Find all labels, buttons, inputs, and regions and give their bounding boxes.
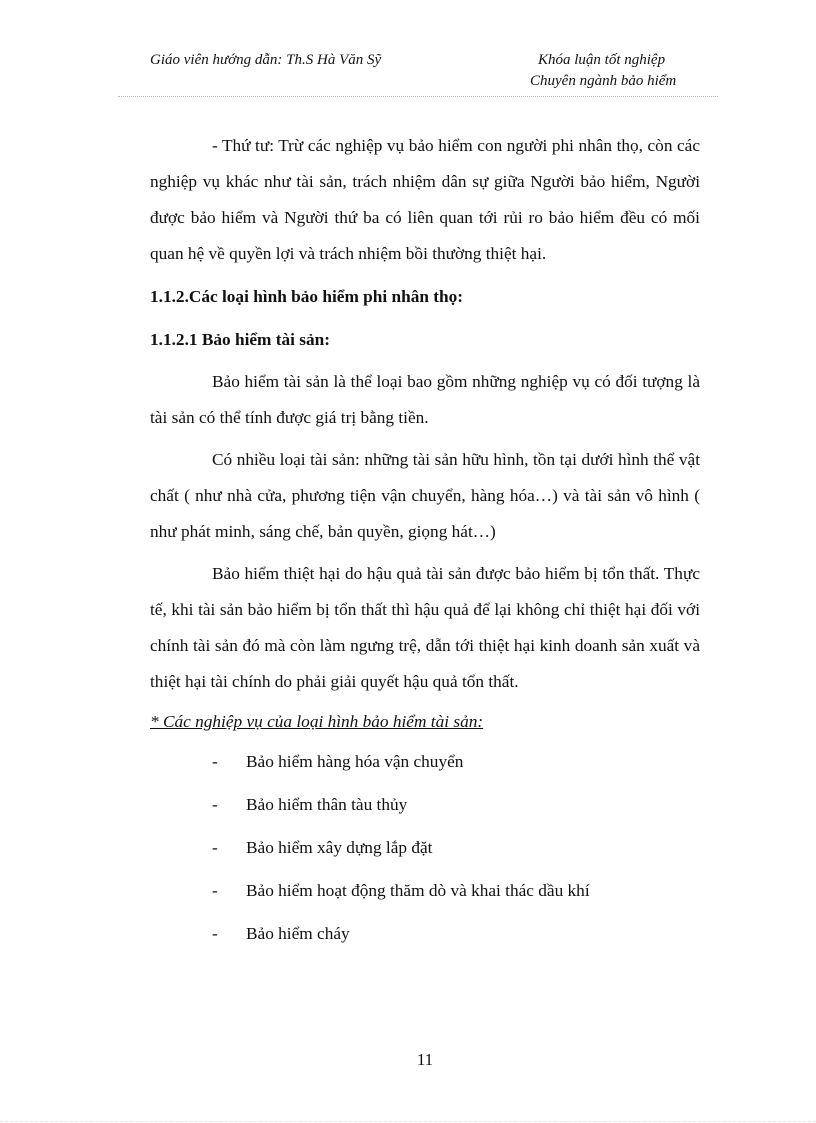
list-bullet: - — [212, 752, 218, 771]
list-item — [150, 826, 700, 869]
list-bullet: - — [212, 881, 218, 900]
section-heading-1-1-2-1: 1.1.2.1 Bảo hiểm tài sản: — [150, 330, 331, 349]
list-item — [150, 740, 700, 783]
page-content — [150, 128, 700, 955]
paragraph-fourth-point: - Thứ tư: Trừ các nghiệp vụ bảo hiểm con người phi nhân thọ, còn các nghiệp vụ khác như tài sản, trách nhiệm dân sự giữa Người bảo hiểm, Người được bảo hiểm và Người thứ ba có liên quan tới rủi ro bảo hiểm đều có mối quan hệ về quyền lợi và trách nhiệm bồi thường thiệt hại. — [150, 136, 700, 263]
list-subtitle: * Các nghiệp vụ của loại hình bảo hiểm tài sản: — [150, 712, 484, 731]
list-item — [150, 912, 700, 955]
paragraph-loss-consequences: Bảo hiểm thiệt hại do hậu quả tài sản được bảo hiểm bị tổn thất. Thực tế, khi tài sản bảo hiểm bị tổn thất thì hậu quả để lại không chỉ thiệt hại đối với chính tài sản đó mà còn làm ngưng trệ, dẫn tới thiệt hại kinh doanh sản xuất và thiệt hại tài chính do phải giải quyết hậu quả tổn thất. — [150, 564, 700, 691]
list-item-text: Bảo hiểm hoạt động thăm dò và khai thác dầu khí — [246, 881, 590, 900]
list-item-text: Bảo hiểm cháy — [246, 924, 350, 943]
header-thesis-info — [530, 50, 676, 92]
list-bullet: - — [212, 924, 218, 943]
header-advisor: Giáo viên hướng dẫn: Th.S Hà Văn Sỹ — [150, 52, 382, 68]
section-heading-1-1-2: 1.1.2.Các loại hình bảo hiểm phi nhân thọ: — [150, 287, 464, 306]
header-divider — [118, 96, 718, 97]
list-item-text: Bảo hiểm hàng hóa vận chuyển — [246, 752, 464, 771]
header-thesis: Khóa luận tốt nghiệp — [538, 52, 666, 68]
paragraph-asset-types: Có nhiều loại tài sản: những tài sản hữu hình, tồn tại dưới hình thể vật chất ( như nhà cửa, phương tiện vận chuyển, hàng hóa…) và tài sản vô hình ( như phát minh, sáng chế, bản quyền, giọng hát…) — [150, 450, 700, 541]
header-major: Chuyên ngành bảo hiểm — [530, 73, 677, 89]
list-item-text: Bảo hiểm thân tàu thủy — [246, 795, 408, 814]
page-number: 11 — [416, 1050, 434, 1069]
paragraph-property-insurance-definition: Bảo hiểm tài sản là thể loại bao gồm những nghiệp vụ có đối tượng là tài sản có thể tính được giá trị bằng tiền. — [150, 372, 700, 427]
list-bullet: - — [212, 795, 218, 814]
list-item — [150, 869, 700, 912]
list-item — [150, 783, 700, 826]
list-bullet: - — [212, 838, 218, 857]
page-bottom-divider — [0, 1121, 816, 1122]
list-item-text: Bảo hiểm xây dựng lắp đặt — [246, 838, 433, 857]
insurance-types-list — [150, 740, 700, 955]
